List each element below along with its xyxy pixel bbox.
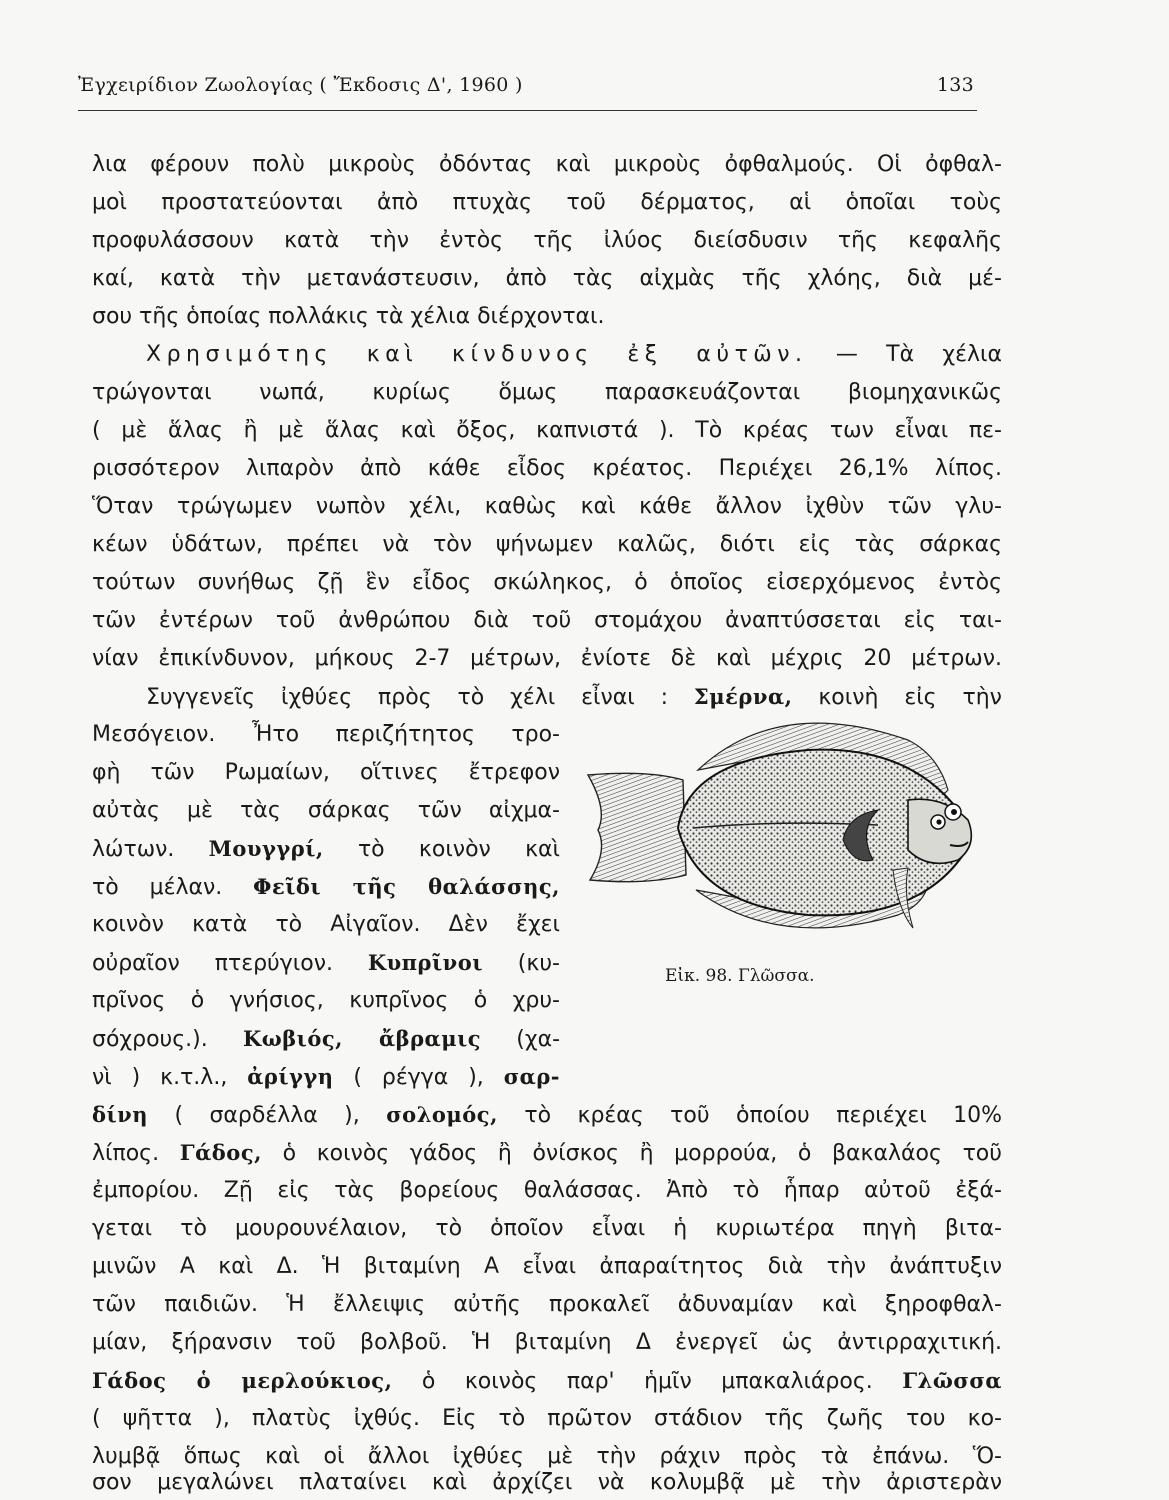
text-span: τὸ κρέας τοῦ ὁποίου περιέχει 10% (524, 1103, 1003, 1128)
text-line: γεται τὸ μουρουνέλαιον, τὸ ὁποῖον εἶναι ἡ κυριωτέρα πηγὴ βιτα- (92, 1216, 1002, 1241)
text-line (146, 338, 1002, 372)
figure-caption: Εἰκ. 98. Γλῶσσα. (665, 966, 815, 986)
text-span: (χα- (516, 1027, 561, 1052)
text-line: τούτων συνήθως ζῇ ἓν εἶδος σκώληκος, ὁ ὁποῖος εἰσερχόμενος ἐντὸς (92, 570, 1002, 595)
text-span: νὶ ) κ.τ.λ., (92, 1065, 228, 1090)
text-span: τὸ κοινὸν καὶ (357, 837, 560, 862)
text-span: (κυ- (517, 951, 560, 976)
text-line: ( ψῆττα ), πλατὺς ἰχθύς. Εἰς τὸ πρῶτον στάδιον τῆς ζωῆς του κο- (92, 1406, 1002, 1431)
text-line (92, 1060, 560, 1094)
text-line: μίαν, ξήρανσιν τοῦ βολβοῦ. Ἡ βιταμίνη Δ ἐνεργεῖ ὡς ἀντιρραχιτική. (92, 1330, 1002, 1355)
text-span: Συγγενεῖς ἰχθύες πρὸς τὸ χέλι εἶναι : (146, 685, 669, 710)
text-line: τῶν ἐντέρων τοῦ ἀνθρώπου διὰ τοῦ στομάχου ἀναπτύσσεται εἰς ται- (92, 608, 1002, 633)
text-span: οὐραῖον πτερύγιον. (92, 951, 333, 976)
text-line: κοινὸν κατὰ τὸ Αἰγαῖον. Δὲν ἔχει (92, 912, 560, 937)
text-line: ρισσότερον λιπαρὸν ἀπὸ κάθε εἶδος κρέατος. Περιέχει 26,1% λίπος. (92, 456, 1002, 481)
text-span: — Τὰ χέλια (835, 342, 1002, 367)
text-span: λίπος. (92, 1141, 160, 1166)
text-span: σόχρους.). (92, 1027, 208, 1052)
spaced-heading: Χρησιμότης καὶ κίνδυνος ἐξ αὐτῶν. (146, 342, 808, 367)
text-line (92, 832, 560, 866)
text-line: αὐτὰς μὲ τὰς σάρκας τῶν αἰχμα- (92, 798, 560, 823)
text-line: Μεσόγειον. Ἦτο περιζήτητος τρο- (92, 722, 560, 747)
flatfish-illustration (578, 700, 988, 950)
bold-term: Γάδος ὁ μερλούκιος, (92, 1368, 393, 1393)
page-number: 133 (936, 74, 974, 96)
header-rule (78, 110, 977, 111)
text-line: μινῶν Α καὶ Δ. Ἡ βιταμίνη Α εἶναι ἀπαραίτητος διὰ τὴν ἀνάπτυξιν (92, 1254, 1002, 1279)
text-line: μοὶ προστατεύονται ἀπὸ πτυχὰς τοῦ δέρματος, αἱ ὁποῖαι τοὺς (92, 190, 1002, 215)
text-line (92, 1136, 1002, 1170)
text-line: προφυλάσσουν κατὰ τὴν ἐντὸς τῆς ἰλύος διείσδυσιν τῆς κεφαλῆς (92, 228, 1002, 253)
text-span: ( σαρδέλλα ), (174, 1103, 360, 1128)
text-line: πρῖνος ὁ γνήσιος, κυπρῖνος ὁ χρυ- (92, 988, 560, 1013)
text-line: ἐμπορίου. Ζῇ εἰς τὰς βορείους θαλάσσας. Ἀπὸ τὸ ἧπαρ αὐτοῦ ἐξά- (92, 1178, 1002, 1203)
text-line: καί, κατὰ τὴν μετανάστευσιν, ἀπὸ τὰς αἰχμὰς τῆς χλόης, διὰ μέ- (92, 266, 1002, 291)
text-line (92, 946, 560, 980)
text-span: ὁ κοινὸς παρ' ἡμῖν μπακαλιάρος. (421, 1369, 873, 1394)
text-line (92, 1098, 1002, 1132)
text-span: ὁ κοινὸς γάδος ἢ ὀνίσκος ἢ μορρούα, ὁ βακαλάος τοῦ (282, 1141, 1002, 1166)
bold-term: Κυπρῖνοι (367, 950, 483, 975)
bold-term: δίνη (92, 1102, 149, 1127)
text-line: κέων ὑδάτων, πρέπει νὰ τὸν ψήνωμεν καλῶς, διότι εἰς τὰς σάρκας (92, 532, 1002, 557)
bold-term: ἀρίγγη (247, 1064, 334, 1089)
bold-term: Γάδος, (179, 1140, 262, 1165)
bold-term: Φεῖδι τῆς θαλάσσης, (253, 874, 560, 899)
text-line: τῶν παιδιῶν. Ἡ ἔλλειψις αὐτῆς προκαλεῖ ἀδυναμίαν καὶ ξηροφθαλ- (92, 1292, 1002, 1317)
book-title: Ἐγχειρίδιον Ζωολογίας ( Ἔκδοσις Δ', 1960 ) (78, 74, 523, 96)
text-line (92, 870, 560, 904)
text-span: κοινὴ εἰς τὴν (818, 685, 1002, 710)
bold-term: Γλῶσσα (902, 1368, 1002, 1393)
text-span: τὸ μέλαν. (92, 875, 223, 900)
bold-term: σολομός, (386, 1102, 498, 1127)
text-line: τρώγονται νωπά, κυρίως ὅμως παρασκευάζονται βιομηχανικῶς (92, 380, 1002, 405)
text-line: σου τῆς ὁποίας πολλάκις τὰ χέλια διέρχονται. (92, 304, 605, 329)
text-line: ( μὲ ἅλας ἢ μὲ ἅλας καὶ ὄξος, καπνιστά ). Τὸ κρέας των εἶναι πε- (92, 418, 1002, 443)
text-line (92, 1022, 560, 1056)
text-line: σον μεγαλώνει πλαταίνει καὶ ἀρχίζει νὰ κολυμβᾷ μὲ τὴν ἀριστερὰν (92, 1470, 1002, 1495)
text-line: νίαν ἐπικίνδυνον, μήκους 2-7 μέτρων, ἐνίοτε δὲ καὶ μέχρις 20 μέτρων. (92, 646, 1002, 671)
text-line: φὴ τῶν Ρωμαίων, οἵτινες ἔτρεφον (92, 760, 560, 785)
text-span: λώτων. (92, 837, 175, 862)
text-line: λυμβᾷ ὅπως καὶ οἱ ἄλλοι ἰχθύες μὲ τὴν ράχιν πρὸς τὰ ἐπάνω. Ὅ- (92, 1444, 1002, 1469)
bold-term: Σμέρνα, (693, 684, 793, 709)
running-header (78, 74, 974, 102)
bold-term: Κωβιός, ἄβραμις (242, 1026, 482, 1051)
text-line: Ὅταν τρώγωμεν νωπὸν χέλι, καθὼς καὶ κάθε ἄλλον ἰχθὺν τῶν γλυ- (92, 494, 1002, 519)
bold-term: σαρ- (503, 1064, 561, 1089)
bold-term: Μουγγρί, (208, 836, 324, 861)
text-line: λια φέρουν πολὺ μικροὺς ὀδόντας καὶ μικροὺς ὀφθαλμούς. Οἱ ὀφθαλ- (92, 152, 1002, 177)
text-span: ( ρέγγα ), (353, 1065, 484, 1090)
text-line (92, 1364, 1002, 1398)
